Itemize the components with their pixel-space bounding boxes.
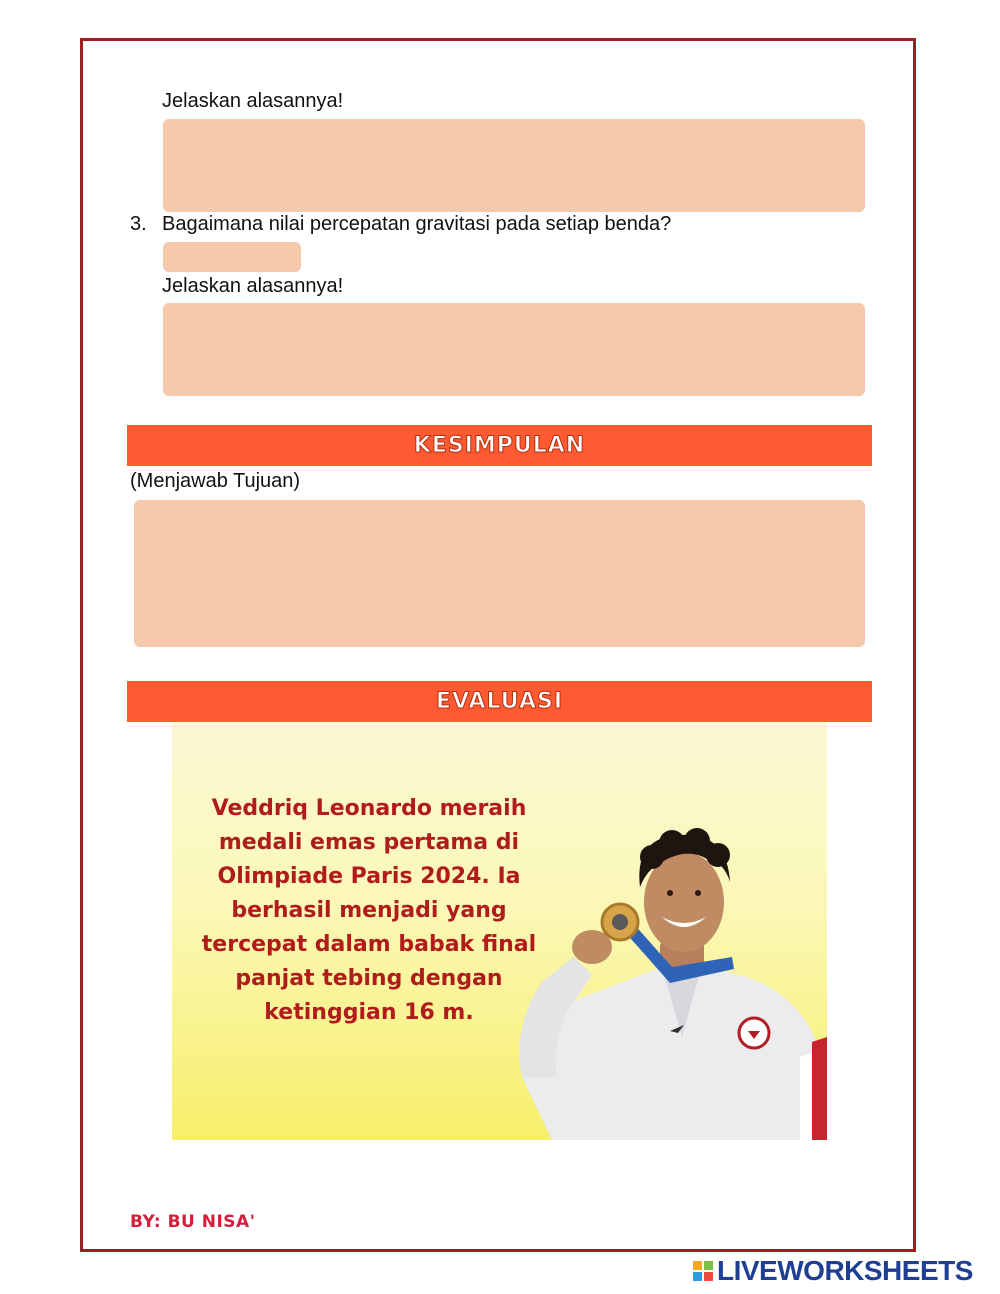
- athlete-photo: [512, 807, 827, 1140]
- q3-question: Bagaimana nilai percepatan gravitasi pada setiap benda?: [162, 213, 672, 235]
- poster-line: Olimpiade Paris 2024. Ia: [217, 864, 521, 889]
- q3-short-answer-box[interactable]: [163, 242, 301, 272]
- poster-caption: [184, 792, 554, 1030]
- liveworksheets-watermark: [693, 1255, 973, 1287]
- q2-explain-answer-box[interactable]: [163, 119, 865, 212]
- kesimpulan-answer-box[interactable]: [134, 500, 865, 647]
- kesimpulan-title: KESIMPULAN: [413, 433, 586, 458]
- q3-explain-prompt: Jelaskan alasannya!: [162, 275, 344, 297]
- evaluasi-title: EVALUASI: [435, 689, 564, 714]
- q3-number: 3.: [130, 213, 147, 235]
- q3-explain-answer-box[interactable]: [163, 303, 865, 396]
- logo-block: [693, 1272, 702, 1281]
- logo-block: [704, 1272, 713, 1281]
- poster-line: berhasil menjadi yang: [231, 898, 507, 923]
- liveworksheets-brand: LIVEWORKSHEETS: [717, 1255, 973, 1286]
- liveworksheets-logo-icon: [693, 1261, 713, 1281]
- poster-line: medali emas pertama di: [218, 830, 520, 855]
- poster-line: panjat tebing dengan: [235, 966, 503, 991]
- kesimpulan-header: [127, 425, 872, 466]
- logo-block: [693, 1261, 702, 1270]
- poster-line: ketinggian 16 m.: [264, 1000, 474, 1025]
- author-byline: BY: BU NISA': [130, 1212, 256, 1232]
- poster-line: Veddriq Leonardo meraih: [211, 796, 527, 821]
- evaluasi-header: [127, 681, 872, 722]
- q2-explain-prompt: Jelaskan alasannya!: [162, 90, 344, 112]
- logo-block: [704, 1261, 713, 1270]
- evaluasi-poster: [172, 722, 827, 1140]
- kesimpulan-subtitle: (Menjawab Tujuan): [130, 470, 301, 492]
- poster-line: tercepat dalam babak final: [201, 932, 537, 957]
